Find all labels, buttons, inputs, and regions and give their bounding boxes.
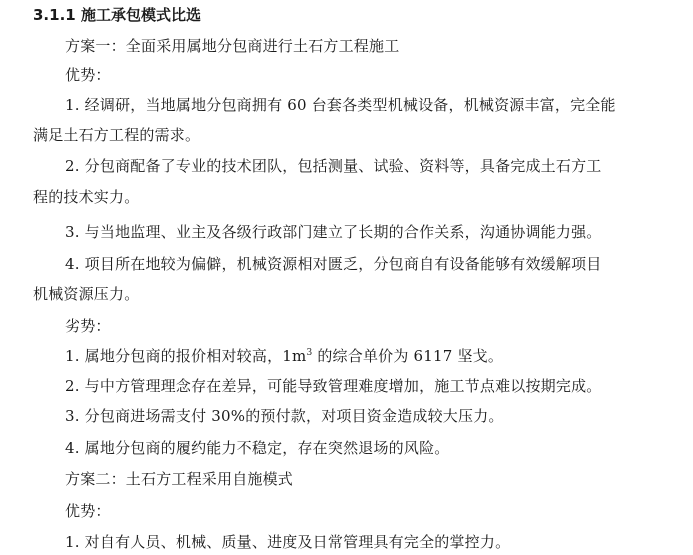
cubic-superscript: 3 <box>306 348 313 358</box>
plan1-advantage-3: 3. 与当地监理、业主及各级行政部门建立了长期的合作关系，沟通协调能力强。 <box>65 223 602 241</box>
plan1-disadvantages-label: 劣势： <box>65 317 111 335</box>
plan1-advantage-1-line1: 1. 经调研，当地属地分包商拥有 60 台套各类型机械设备，机械资源丰富，完全能 <box>65 96 616 114</box>
plan2-title: 方案二：土石方工程采用自施模式 <box>65 470 294 488</box>
plan2-advantages-label: 优势： <box>65 502 111 520</box>
plan1-disadvantage-1 <box>65 345 503 367</box>
plan1-title: 方案一：全面采用属地分包商进行土石方工程施工 <box>65 37 400 55</box>
disadvantage-1-text: 1. 属地分包商的报价相对较高，1m <box>65 347 307 365</box>
plan1-advantages-label: 优势： <box>65 66 111 84</box>
plan1-advantage-2-line2: 程的技术实力。 <box>33 188 140 206</box>
disadvantage-1-text-end: 的综合单价为 6117 坚戈。 <box>312 347 504 365</box>
section-number: 3.1.1 <box>33 6 76 24</box>
plan1-disadvantage-4: 4. 属地分包商的履约能力不稳定，存在突然退场的风险。 <box>65 439 450 457</box>
plan1-advantage-2-line1: 2. 分包商配备了专业的技术团队，包括测量、试验、资料等，具备完成土石方工 <box>65 157 602 175</box>
plan1-advantage-1-line2: 满足土石方工程的需求。 <box>33 126 201 144</box>
plan2-advantage-1: 1. 对自有人员、机械、质量、进度及日常管理具有完全的掌控力。 <box>65 533 511 551</box>
section-title: 施工承包模式比选 <box>80 6 201 24</box>
plan1-disadvantage-3: 3. 分包商进场需支付 30%的预付款，对项目资金造成较大压力。 <box>65 407 504 425</box>
plan1-disadvantage-2: 2. 与中方管理理念存在差异，可能导致管理难度增加，施工节点难以按期完成。 <box>65 377 602 395</box>
plan1-advantage-4-line1: 4. 项目所在地较为偏僻，机械资源相对匮乏，分包商自有设备能够有效缓解项目 <box>65 255 602 273</box>
plan1-advantage-4-line2: 机械资源压力。 <box>33 285 140 303</box>
section-heading <box>33 4 201 26</box>
